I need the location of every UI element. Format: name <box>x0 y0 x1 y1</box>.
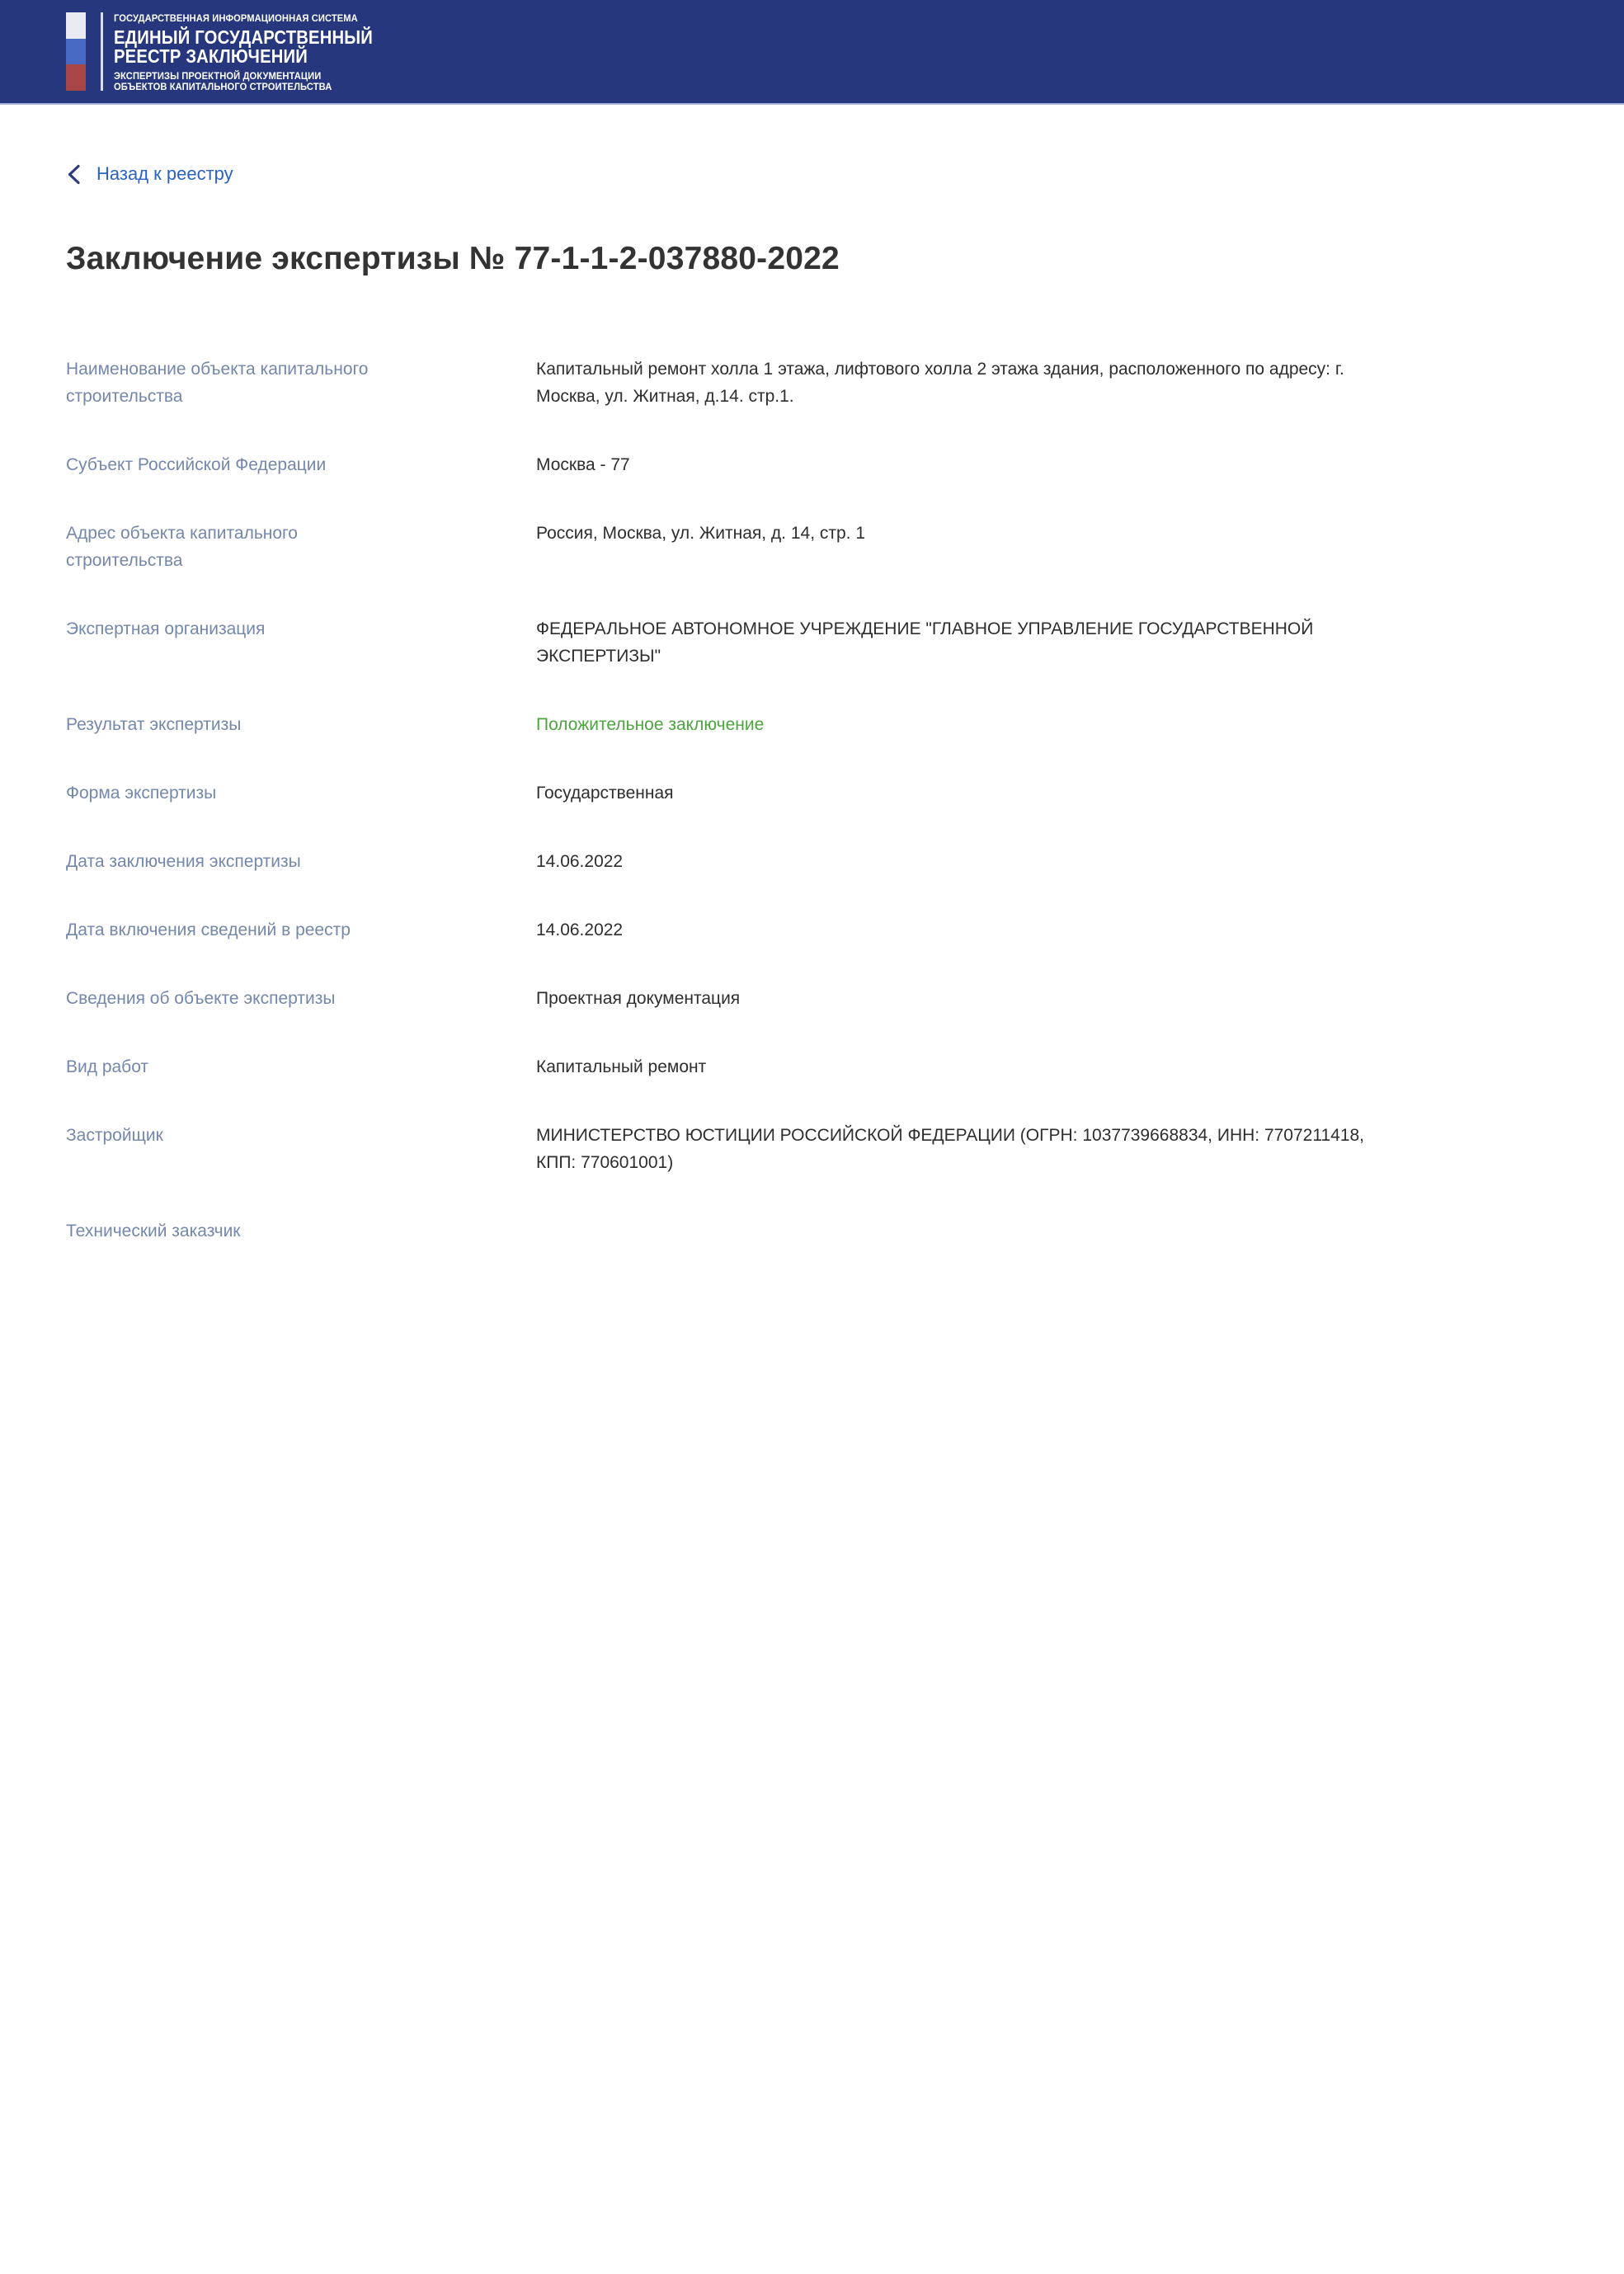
chevron-left-icon <box>66 163 84 186</box>
field-value: 14.06.2022 <box>536 851 624 871</box>
back-link-label: Назад к реестру <box>96 163 233 184</box>
page-title: Заключение экспертизы № 77-1-1-2-037880-2022 <box>66 240 840 276</box>
field-value: 14.06.2022 <box>536 920 624 939</box>
field-label: Застройщик <box>66 1125 163 1145</box>
field-value: Проектная документация <box>536 988 741 1008</box>
field-value: Россия, Москва, ул. Житная, д. 14, стр. 1 <box>536 523 866 543</box>
logo-title-line2: РЕЕСТР ЗАКЛЮЧЕНИЙ <box>114 45 308 67</box>
field-value: МИНИСТЕРСТВО ЮСТИЦИИ РОССИЙСКОЙ ФЕДЕРАЦИИ (ОГРН: 1037739668834, ИНН: 7707211418, КПП: 770601001) <box>536 1125 1365 1172</box>
russian-flag-icon <box>66 12 86 91</box>
field-label: Технический заказчик <box>66 1221 241 1241</box>
field-value-positive-status: Положительное заключение <box>536 714 765 734</box>
back-to-registry-link[interactable] <box>66 162 233 186</box>
field-row-expertise-form <box>66 779 1558 807</box>
logo-subtitle-line2: ОБЪЕКТОВ КАПИТАЛЬНОГО СТРОИТЕЛЬСТВА <box>114 81 332 92</box>
field-value: Капитальный ремонт <box>536 1057 707 1076</box>
field-label: Дата включения сведений в реестр <box>66 920 351 939</box>
flag-stripe-white <box>66 12 86 39</box>
field-row-object-name <box>66 355 1558 410</box>
field-label: Форма экспертизы <box>66 783 217 803</box>
field-value: ФЕДЕРАЛЬНОЕ АВТОНОМНОЕ УЧРЕЖДЕНИЕ "ГЛАВНОЕ УПРАВЛЕНИЕ ГОСУДАРСТВЕННОЙ ЭКСПЕРТИЗЫ" <box>536 619 1314 666</box>
field-row-developer <box>66 1122 1558 1176</box>
app-header <box>0 0 1624 105</box>
field-row-work-type <box>66 1053 1558 1081</box>
field-label: Дата заключения экспертизы <box>66 851 301 871</box>
main-content <box>0 105 1624 1245</box>
field-row-address <box>66 520 1558 574</box>
logo-text-block <box>114 12 408 93</box>
field-label: Сведения об объекте экспертизы <box>66 988 336 1008</box>
conclusion-details <box>66 355 1558 1245</box>
field-value: Москва - 77 <box>536 454 630 474</box>
flag-stripe-red <box>66 64 86 91</box>
field-row-technical-customer <box>66 1217 1558 1245</box>
field-row-expertise-object-info <box>66 985 1558 1012</box>
field-label: Адрес объекта капитального строительства <box>66 523 298 570</box>
field-row-expertise-result <box>66 711 1558 738</box>
field-row-registry-date <box>66 916 1558 944</box>
field-label: Экспертная организация <box>66 619 266 638</box>
logo-divider <box>101 12 103 91</box>
field-value: Капитальный ремонт холла 1 этажа, лифтового холла 2 этажа здания, расположенного по адресу: г. Москва, ул. Житная, д.14. стр.1. <box>536 359 1344 406</box>
field-label: Наименование объекта капитального строительства <box>66 359 369 406</box>
field-label: Субъект Российской Федерации <box>66 454 327 474</box>
logo-system-label: ГОСУДАРСТВЕННАЯ ИНФОРМАЦИОННАЯ СИСТЕМА <box>114 12 358 24</box>
logo-subtitle-line1: ЭКСПЕРТИЗЫ ПРОЕКТНОЙ ДОКУМЕНТАЦИИ <box>114 69 322 82</box>
field-label: Вид работ <box>66 1057 149 1076</box>
logo-title-line1: ЕДИНЫЙ ГОСУДАРСТВЕННЫЙ <box>114 26 374 48</box>
field-value <box>536 1217 1386 1245</box>
field-row-region <box>66 451 1558 478</box>
gis-egrz-logo[interactable] <box>66 12 1624 93</box>
field-label: Результат экспертизы <box>66 714 242 734</box>
field-row-conclusion-date <box>66 848 1558 875</box>
field-value: Государственная <box>536 783 674 803</box>
field-row-expert-organization <box>66 615 1558 670</box>
flag-stripe-blue <box>66 39 86 65</box>
